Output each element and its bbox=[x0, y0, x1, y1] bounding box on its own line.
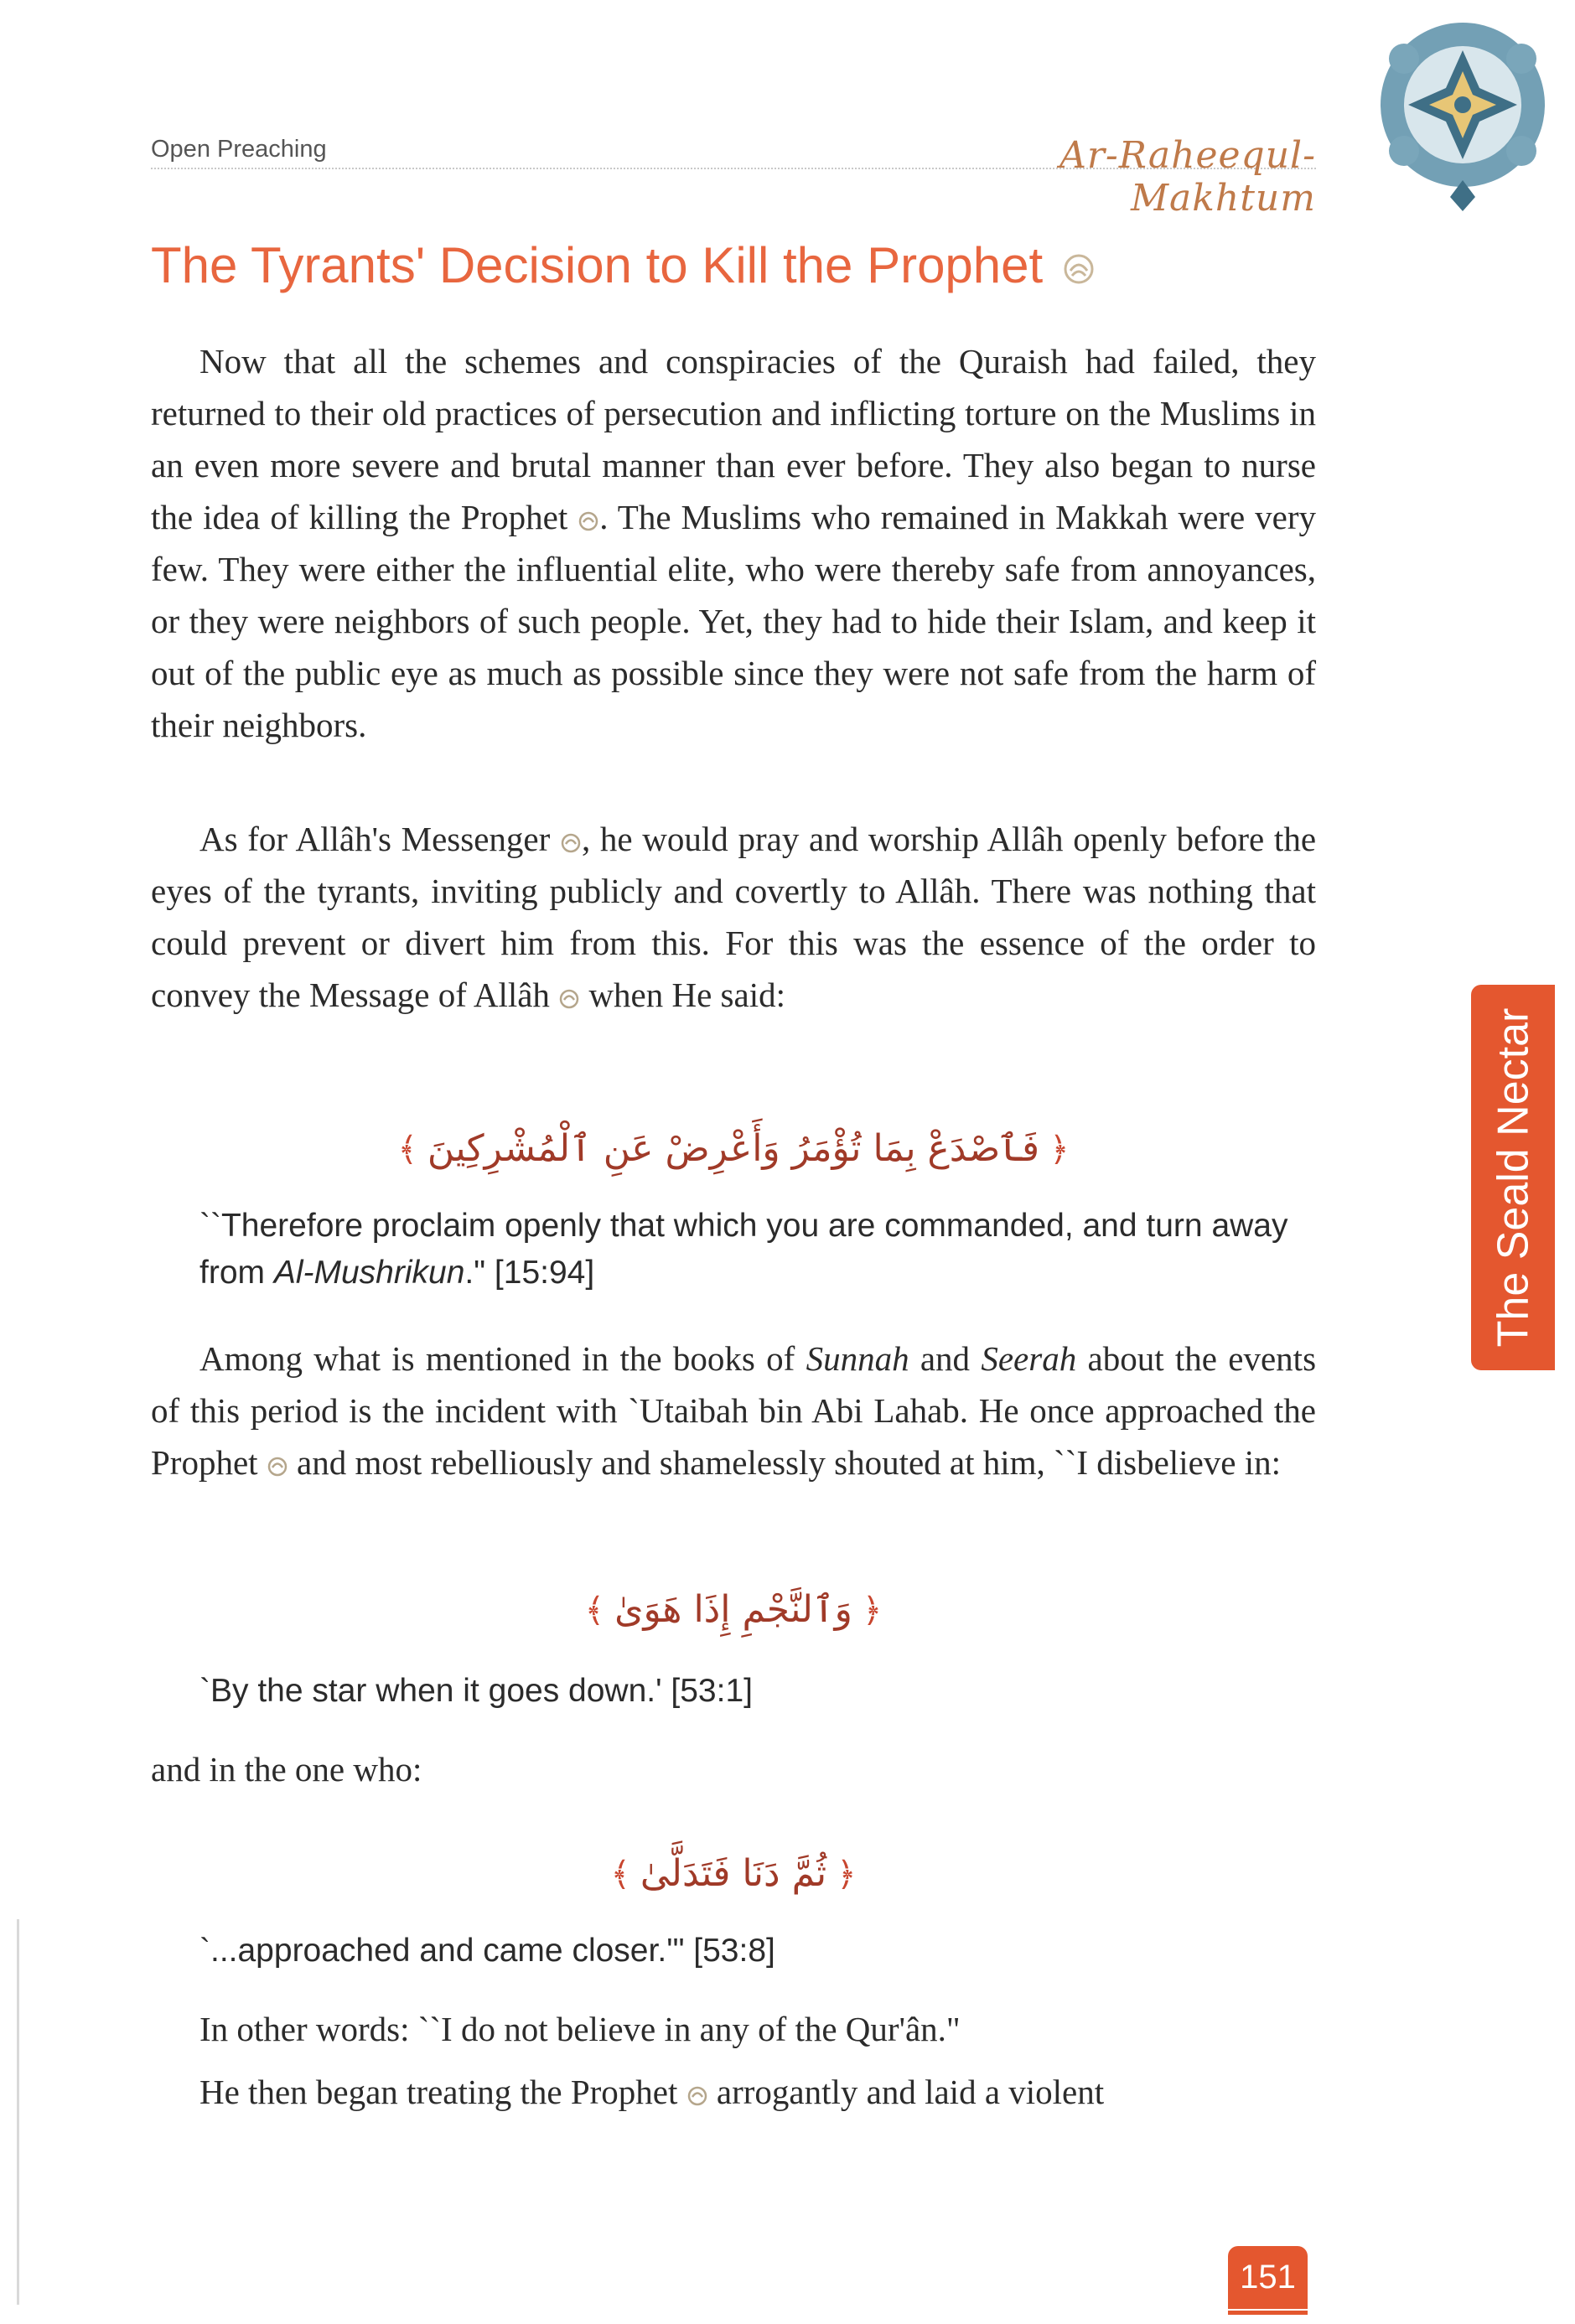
salutation-icon bbox=[558, 988, 580, 1010]
verse-bracket-close: ﴿ bbox=[862, 1592, 883, 1630]
salutation-icon bbox=[267, 1456, 288, 1478]
running-header-book-title: Ar-Raheequl-Makhtum bbox=[1059, 134, 1316, 220]
verse-bracket-open: ﴾ bbox=[584, 1592, 605, 1630]
paragraph-6-part-a: He then began treating the Prophet bbox=[199, 2073, 678, 2111]
page-edge-line bbox=[17, 1919, 19, 2305]
paragraph-1 bbox=[151, 335, 1316, 751]
verse-bracket-close: ﴿ bbox=[837, 1856, 857, 1894]
salutation-icon bbox=[560, 832, 582, 854]
paragraph-1-part-b: . The Muslims who remained in Makkah were very few. They were either the influential elite, who were thereby safe from annoyances, or they were neighbors of such people. Yet, they had to hide their Islam, and keep it out of the public eye as much as possible since they were not safe from the harm of their neighbors. bbox=[151, 498, 1317, 744]
paragraph-3 bbox=[151, 1333, 1316, 1488]
paragraph-2-part-b: , he would pray and worship Allâh openly before the eyes of the tyrants, inviting publicly and covertly to Allâh. There was nothing that could prevent or divert him from this. For this was the essence of the order to convey the Message of Allâh bbox=[151, 820, 1317, 1014]
paragraph-2 bbox=[151, 813, 1316, 1021]
page-title bbox=[151, 236, 1096, 294]
page-number-underline bbox=[1228, 2311, 1308, 2315]
term-sunnah: Sunnah bbox=[806, 1339, 909, 1378]
page-title-text: The Tyrants' Decision to Kill the Prophet bbox=[151, 237, 1044, 293]
quran-verse-arabic-1 bbox=[151, 1127, 1316, 1170]
verse-3-arabic-text: ثُمَّ دَنَا فَتَدَلَّىٰ bbox=[640, 1852, 827, 1895]
verse-3-translation: `...approached and came closer.'" [53:8] bbox=[199, 1933, 775, 1969]
paragraph-5: In other words: ``I do not believe in any of the Qur'ân." bbox=[199, 2010, 961, 2048]
verse-bracket-open: ﴾ bbox=[610, 1856, 630, 1894]
paragraph-3-part-b: about the events of this period is the incident with `Utaibah bin Abi Lahab. He once approached the Prophet bbox=[151, 1339, 1317, 1482]
paragraph-2-part-a: As for Allâh's Messenger bbox=[199, 820, 551, 858]
verse-1-translation-em: Al-Mushrikun bbox=[273, 1255, 465, 1291]
salutation-icon bbox=[578, 510, 599, 532]
ornament-tile-icon bbox=[1362, 17, 1563, 214]
verse-2-translation: `By the star when it goes down.' [53:1] bbox=[199, 1673, 753, 1709]
paragraph-3-part-a: Among what is mentioned in the books of bbox=[199, 1339, 795, 1378]
salutation-seal-icon bbox=[1062, 252, 1096, 286]
verse-1-translation bbox=[199, 1203, 1289, 1297]
verse-1-arabic-text: فَٱصْدَعْ بِمَا تُؤْمَرُ وَأَعْرِضْ عَنِ ٱلْمُشْرِكِينَ bbox=[427, 1127, 1040, 1170]
verse-bracket-close: ﴿ bbox=[1049, 1131, 1070, 1169]
term-seerah: Seerah bbox=[981, 1339, 1077, 1378]
paragraph-6-part-b: arrogantly and laid a violent bbox=[716, 2073, 1105, 2111]
paragraph-6 bbox=[151, 2066, 1316, 2118]
running-header-section: Open Preaching bbox=[151, 136, 327, 163]
paragraph-3-part-c: and most rebelliously and shamelessly shouted at him, ``I disbelieve in: bbox=[297, 1443, 1282, 1482]
side-tab-label: The Seald Nectar bbox=[1489, 1007, 1537, 1348]
section-side-tab bbox=[1471, 985, 1555, 1370]
paragraph-2-part-c: when He said: bbox=[588, 976, 785, 1014]
verse-1-translation-a: ``Therefore proclaim openly that which you are commanded, and turn away from bbox=[199, 1208, 1288, 1291]
quran-verse-arabic-3 bbox=[151, 1852, 1316, 1895]
paragraph-3-and: and bbox=[920, 1339, 971, 1378]
verse-bracket-open: ﴾ bbox=[397, 1131, 417, 1169]
page-number: 151 bbox=[1228, 2246, 1308, 2309]
verse-1-translation-b: ." [15:94] bbox=[464, 1255, 595, 1291]
quran-verse-arabic-2 bbox=[151, 1588, 1316, 1631]
verse-2-arabic-text: وَٱلنَّجْمِ إِذَا هَوَىٰ bbox=[614, 1588, 852, 1631]
salutation-icon bbox=[686, 2085, 708, 2107]
paragraph-1-part-a: Now that all the schemes and conspiracies of the Quraish had failed, they returned to their old practices of persecution and inflicting torture on the Muslims in an even more severe and brutal manner than ever before. They also began to nurse the idea of killing the Prophet bbox=[151, 342, 1316, 536]
paragraph-4: and in the one who: bbox=[151, 1750, 422, 1788]
